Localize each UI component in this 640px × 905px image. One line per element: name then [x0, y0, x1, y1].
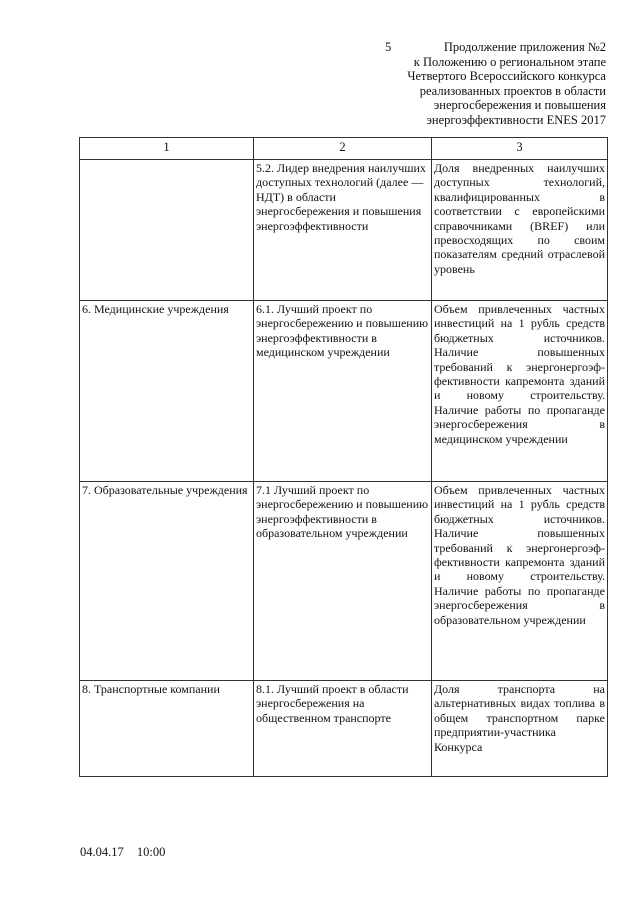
- column-number: 1: [80, 138, 254, 160]
- header-line: к Положению о региональном этапе: [413, 54, 606, 69]
- category-cell: 7. Образовательные учреждения: [80, 482, 254, 681]
- criteria-cell: Доля внедренных наилучших доступных технологий, квалифицированных в соответствии с европейскими справочниками (BREF) или превосходящих по своим показателям средний отраслевой уровень: [432, 160, 608, 301]
- column-number-row: [80, 138, 608, 160]
- table-row: [80, 160, 608, 301]
- header-line: Продолжение приложения №2: [443, 40, 606, 54]
- table-row: [80, 482, 608, 681]
- criteria-cell: Объем привлеченных частных инвестиций на 1 рубль средств бюджетных источников. Наличие повышенных требований к энергонергоэф-фективности капремонта зданий и новому строительству. Наличие работы по пропаганде энергосбережения в медицинском учреждении: [432, 301, 608, 482]
- column-number: 3: [432, 138, 608, 160]
- category-cell: 6. Медицинские учреждения: [80, 301, 254, 482]
- page-number: 5: [385, 40, 392, 54]
- nomination-cell: 5.2. Лидер внедрения наилучших доступных технологий (далее — НДТ) в области энергосбережения и повышения энергоэффективности: [254, 160, 432, 301]
- footer-date: 04.04.17: [80, 845, 124, 859]
- table-row: [80, 301, 608, 482]
- header-line: энергосбережения и повышения: [433, 98, 606, 113]
- header-line: энергоэффективности ENES 2017: [426, 112, 606, 127]
- appendix-header: [407, 40, 606, 128]
- footer-timestamp: [80, 845, 165, 860]
- criteria-cell: Объем привлеченных частных инвестиций на 1 рубль средств бюджетных источников. Наличие повышенных требований к энергонергоэф-фективности капремонта зданий и новому строительству. Наличие работы по пропаганде энергосбережения в образовательном учреждении: [432, 482, 608, 681]
- category-cell: [80, 160, 254, 301]
- table-row: [80, 681, 608, 777]
- nomination-cell: 8.1. Лучший проект в области энергосбережения на общественном транспорте: [254, 681, 432, 777]
- nomination-cell: 7.1 Лучший проект по энергосбережению и повышению энергоэффективности в образовательном учреждении: [254, 482, 432, 681]
- criteria-cell: Доля транспорта на альтернативных видах топлива в общем транспортном парке предприятии-участника Конкурса: [432, 681, 608, 777]
- nomination-cell: 6.1. Лучший проект по энергосбережению и повышению энергоэффективности в медицинском учреждении: [254, 301, 432, 482]
- column-number: 2: [254, 138, 432, 160]
- header-line: реализованных проектов в области: [419, 83, 606, 98]
- header-line: Четвертого Всероссийского конкурса: [407, 69, 606, 84]
- nominations-table: [79, 137, 608, 777]
- footer-time: 10:00: [136, 845, 166, 859]
- category-cell: 8. Транспортные компании: [80, 681, 254, 777]
